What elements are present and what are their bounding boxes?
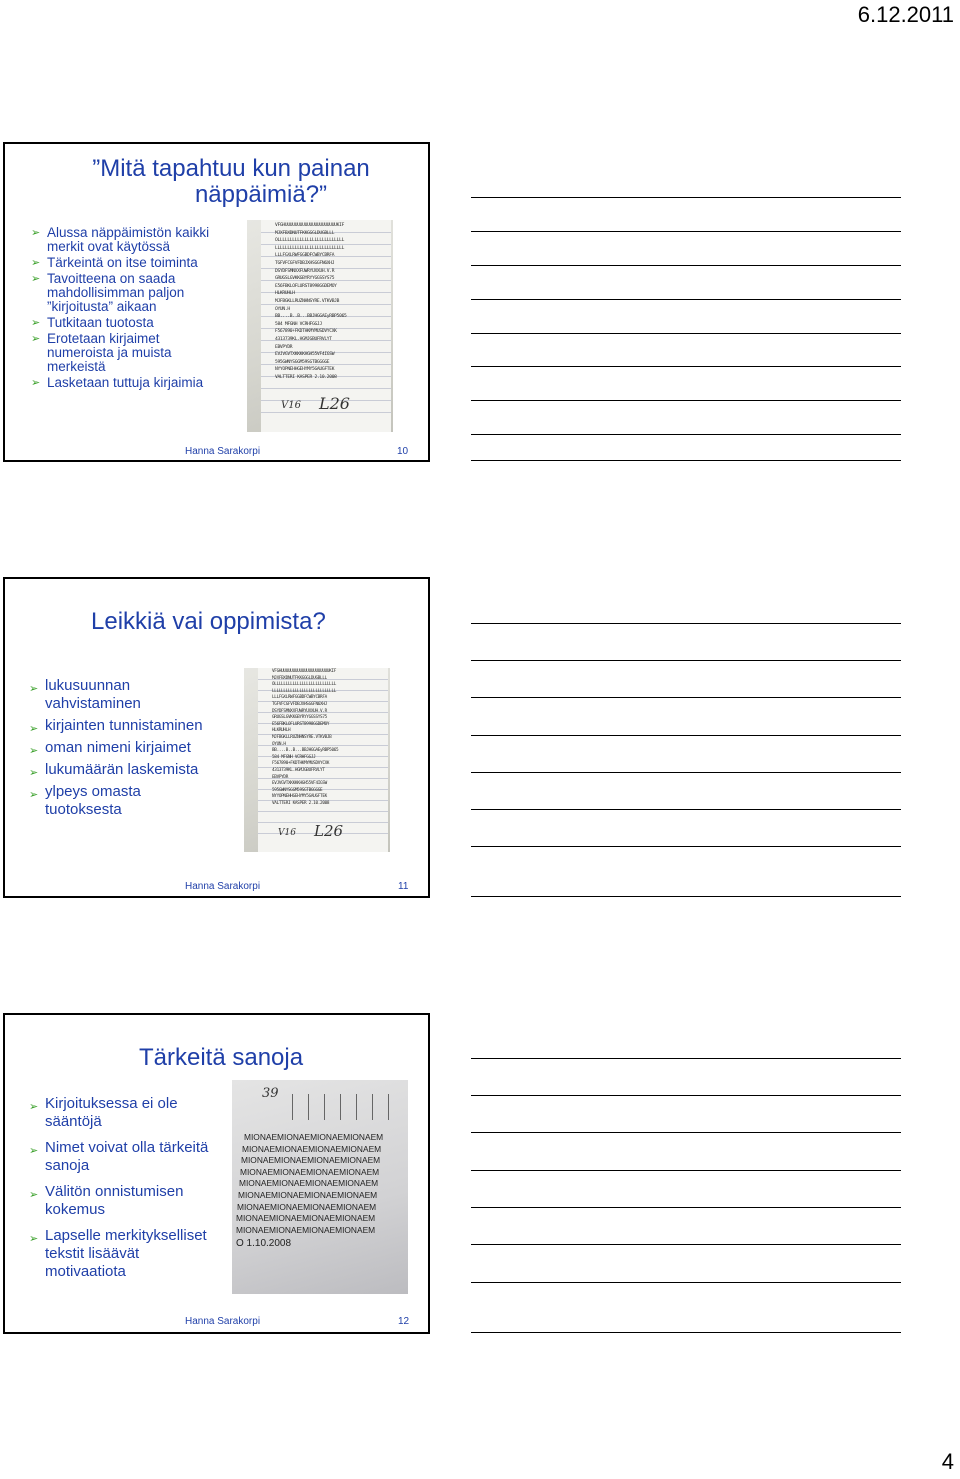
list-item: ➢ Tavoitteena on saada mahdollisimman paljon ”kirjoitusta” aikaan xyxy=(31,271,185,314)
list-item: ➢ Tärkeintä on itse toiminta xyxy=(31,255,198,270)
footer-author: Hanna Sarakorpi xyxy=(185,1316,261,1327)
list-item: ➢ oman nimeni kirjaimet xyxy=(29,739,219,757)
typed-text: VFGHUUUUUUUUUUUUUUUUUUUUUKIF MJXFBXDNUTFKKGGGLDUGBLLL OLLLLLLLLLLLLLLLLLLLLLLLLLLL LLLLLLLLLLLLLLLLLLLLLLLLLLLL LLLFGXLRWFGGBDFCWBYCBRFA TGFVFCGFVFDBJXHSGGFN6XHJ DSYDFSMNXXFUWRYUXXUH.V.R GRUGSLGVKKGBYRYYGGSSYS75 E56FBKLOFLURST8998GGDEMOY HLKRUHLH MJFBGKLLRUZNHNSYRE.VTKVBJB OYUN.H BB....B..B...BBJHGGAEyRBP5065 584 MFGNH VCRHFGGJJ F567890+FKDTHKMYMUSDVYCXK 4313739KL.HGMJGBUFRVLYT EBVPYDR EVJVGVTXKKKKHGH55VF4IGSW 595GWNYSGGM59SGTBGGGGE NYYOPNEHHGEHYMY5GAUGFTEK VALTTERI KASPER 2.10.2008 xyxy=(275,223,347,380)
arrow-bullet-icon: ➢ xyxy=(31,257,41,269)
handwritten-note: 39 xyxy=(262,1086,279,1101)
arrow-bullet-icon: ➢ xyxy=(31,333,41,345)
slide-title-line-2: näppäimiä?” xyxy=(194,181,328,208)
list-item: ➢ Välitön onnistumisen kokemus xyxy=(29,1183,184,1218)
arrow-bullet-icon: ➢ xyxy=(29,745,39,757)
arrow-bullet-icon: ➢ xyxy=(31,227,41,239)
typed-text: VFGHUUUUUUUUUUUUUUUUUUUUUKIF MJXFBXDNUTFKKGGGLDUGBLLL OLLLLLLLLLLLLLLLLLLLLLLLLLLL LLLLLLLLLLLLLLLLLLLLLLLLLLLL LLLFGXLRWFGGBDFCWBYCBRFA TGFVFCGFVFDBJXHSGGFN6XHJ DSYDFSMNXXFUWRYUXXUH.V.R GRUGSLGVKKGBYRYYGGSSYS75 E56FBKLOFLURST8998GGDEMOY HLKRUHLH MJFBGKLLRUZNHNSYRE.VTKVBJB OYUN.H BB....B..B...BBJHGGAEyRBP5065 584 MFGNH VCRHFGGJJ F567890+FKDTHKMYMUSDVYCXK 4313739KL.HGMJGBUFRVLYT EBVPYDR EVJVGVTXKKKKHGH55VF4IGSW 595GWNYSGGM59SGTBGGGGE NYYOPNEHHGEHYMY5GAUGFTEK VALTTERI KASPER 2.10.2008 xyxy=(272,669,339,806)
list-item: ➢ lukumäärän laskemista xyxy=(29,761,219,779)
list-item: ➢ kirjainten tunnistaminen xyxy=(29,717,219,735)
tally-marks xyxy=(284,1094,394,1120)
bullet-list xyxy=(29,1095,209,1281)
arrow-bullet-icon: ➢ xyxy=(29,1189,39,1201)
arrow-bullet-icon: ➢ xyxy=(29,1101,39,1113)
typed-text: MIONAEMIONAEMIONAEMIONAEM MIONAEMIONAEMIONAEMIONAEM MIONAEMIONAEMIONAEMIONAEM MIONAEMIONAEMIONAEMIONAEM MIONAEMIONAEMIONAEMIONAEM MIONAEMIONAEMIONAEMIONAEM MIONAEMIONAEMIONAEMIONAEM MIONAEMIONAEMIONAEMIONAEM MIONAEMIONAEMIONAEMIONAEM O 1.10.2008 xyxy=(236,1132,384,1250)
list-item: ➢ lukusuunnan vahvistaminen xyxy=(29,677,141,712)
slide-title: Leikkiä vai oppimista? xyxy=(91,608,326,635)
slide-title xyxy=(81,156,381,208)
list-item: ➢ Lasketaan tuttuja kirjaimia xyxy=(31,375,204,390)
typed-letters-photo xyxy=(247,220,393,432)
slide-11 xyxy=(3,577,430,898)
list-item: ➢ Kirjoituksessa ei ole sääntöjä xyxy=(29,1095,178,1130)
list-item: ➢ ylpeys omasta tuotoksesta xyxy=(29,783,141,818)
footer-author: Hanna Sarakorpi xyxy=(185,881,261,892)
arrow-bullet-icon: ➢ xyxy=(29,723,39,735)
page-date: 6.12.2011 xyxy=(857,2,954,27)
list-item: ➢ Nimet voivat olla tärkeitä sanoja xyxy=(29,1139,209,1174)
slide-number: 12 xyxy=(398,1316,410,1327)
handwritten-note: L26 xyxy=(319,394,350,413)
arrow-bullet-icon: ➢ xyxy=(31,317,41,329)
arrow-bullet-icon: ➢ xyxy=(29,1145,39,1157)
arrow-bullet-icon: ➢ xyxy=(29,1233,39,1245)
page-number: 4 xyxy=(941,1449,954,1474)
list-item: ➢ Alussa näppäimistön kaikki merkit ovat käytössä xyxy=(31,225,210,254)
handwritten-note: V16 xyxy=(278,828,296,838)
slide-10 xyxy=(3,142,430,462)
bullet-list xyxy=(31,226,211,390)
slide-number: 10 xyxy=(397,446,409,457)
list-item: ➢ Lapselle merkitykselliset tekstit lisäävät motivaatiota xyxy=(29,1227,207,1280)
slide-title-line-1: ”Mitä tapahtuu kun painan xyxy=(92,155,370,182)
handwritten-note: L26 xyxy=(314,822,344,840)
arrow-bullet-icon: ➢ xyxy=(29,767,39,779)
slide-12 xyxy=(3,1013,430,1334)
arrow-bullet-icon: ➢ xyxy=(29,789,39,801)
footer-author: Hanna Sarakorpi xyxy=(185,446,261,457)
typed-letters-photo xyxy=(244,668,390,852)
arrow-bullet-icon: ➢ xyxy=(29,683,39,695)
arrow-bullet-icon: ➢ xyxy=(31,377,41,389)
slide-title: Tärkeitä sanoja xyxy=(139,1044,304,1071)
typed-name-photo xyxy=(232,1080,408,1294)
bullet-list xyxy=(29,677,219,819)
arrow-bullet-icon: ➢ xyxy=(31,273,41,285)
list-item: ➢ Tutkitaan tuotosta xyxy=(31,315,154,330)
list-item: ➢ Erotetaan kirjaimet numeroista ja muista merkeistä xyxy=(31,331,172,374)
slide-number: 11 xyxy=(398,881,409,892)
handwritten-note: V16 xyxy=(281,400,301,411)
